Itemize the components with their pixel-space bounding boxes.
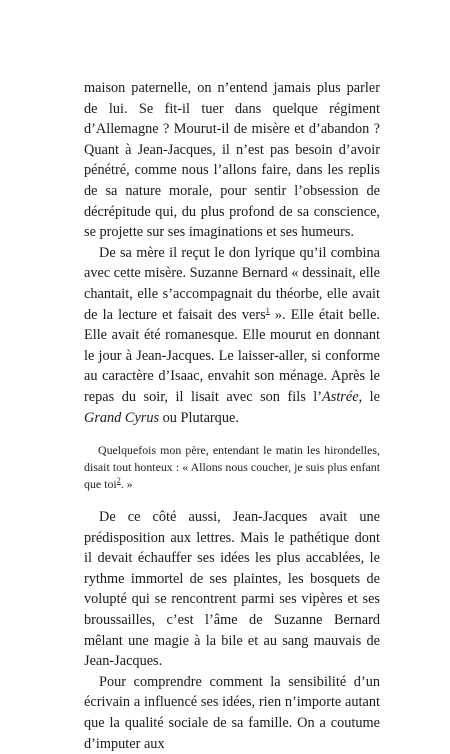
paragraph-mother-text-b: ». Elle était belle. Elle avait été romanesque. Elle mourut en donnant le jour à Jean-Jacques. Le laisser-aller, si conforme au caractère d’Isaac, envahit son ménage. Après le repas du soir, il lisait avec son fils l’ [84,306,380,405]
block-quote-text-b: . » [120,477,133,492]
paragraph-mother-text-a: De sa mère il reçut le don lyrique qu’il combina avec cette misère. Suzanne Bernard « dessinait, elle chantait, elle s’accompagnait du théorbe, elle avait de la lecture et faisait des vers [84,244,380,323]
paragraph-mother-text-d: ou Plutarque. [159,409,239,426]
title-astree: Astrée [322,388,359,405]
block-quote-text-a: Quelquefois mon père, entendant le matin les hirondelles, disait tout honteux : « Allons nous coucher, je suis plus enfant que toi [84,443,380,492]
block-quote [84,442,380,493]
paragraph-continuation: maison paternelle, on n’entend jamais plus parler de lui. Se fit-il tuer dans quelque régiment d’Allemagne ? Mourut-il de misère et d’abandon ? Quant à Jean-Jacques, il n’est pas besoin d’avoir pénétré, comme nous l’allons faire, dans les replis de sa nature morale, pour sentir l’obsession de décrépitude qui, du plus profond de sa conscience, se projette sur ses imaginations et ses humeurs. [84,80,380,241]
paragraph-family: Pour comprendre comment la sensibilité d’un écrivain a influencé ses idées, rien n’importe autant que la qualité sociale de sa famille. On a coutume d’imputer aux [84,673,380,752]
footnote-ref-1[interactable]: 1 [265,305,270,315]
title-grand-cyrus: Grand Cyrus [84,409,160,426]
paragraph-mother-text-c: , le [358,388,380,405]
footnote-ref-2[interactable]: 2 [116,476,121,486]
paragraph-predisposition: De ce côté aussi, Jean-Jacques avait une prédisposition aux lettres. Mais le pathétique dont il devait échauffer ses idées les plus accablées, le rythme immortel de ses plaintes, les bosquets de volupté qui se rencontrent parmi ses vipères et ses broussailles, c’est l’âme de Suzanne Bernard mêlant une magie à la bile et au sang mauvais de Jean-Jacques. [84,509,380,670]
paragraph-mother [84,243,380,428]
